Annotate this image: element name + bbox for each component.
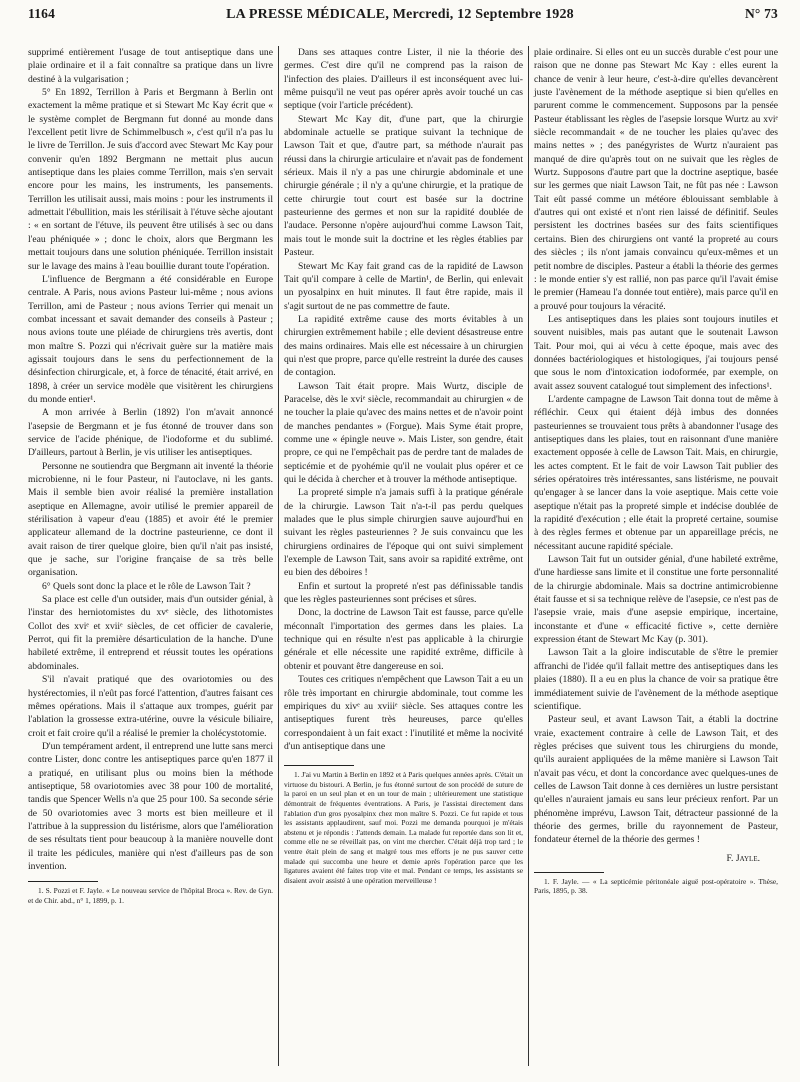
- paragraph: Enfin et surtout la propreté n'est pas définissable tandis que les règles pasteuriennes sont précises et sûres.: [284, 580, 523, 606]
- footnote-rule: [28, 881, 98, 882]
- author-signature: F. Jayle.: [726, 852, 760, 864]
- footnote-rule: [534, 872, 604, 873]
- paragraph: Personne ne soutiendra que Bergmann ait inventé la théorie microbienne, ni le four Pasteur, ni l'autoclave, ni les gants. Mais il semble bien avoir réalisé la première installation aseptique en Allemagne, avoir utilisé le premier appareil de stérilisation à vapeur d'eau (1885) et avoir été le premier applicateur allemand de la doctrine pasteurienne, ce dont il avait raison de tirer quelque gloire, bien qu'il n'ait pas insisté, que je sache, sur l'origine française de sa très belle organisation.: [28, 460, 273, 579]
- paragraph: Toutes ces critiques n'empêchent que Lawson Tait a eu un rôle très important en chirurgie abdominale, tout comme les empiriques du xivᵉ au xviiiᵉ siècle. Ses attaques contre les antiseptiques furent très heureuses, parce qu'elles correspondaient à un fait exact : l'inutilité et même la nocivité d'un antiseptique dans une: [284, 674, 523, 752]
- columns: [28, 46, 778, 1066]
- section-heading: 6° Quels sont donc la place et le rôle de Lawson Tait ?: [42, 580, 251, 592]
- paragraph: A mon arrivée à Berlin (1892) l'on m'avait annoncé l'asepsie de Bergmann et je fus étonné de trouver dans son service de l'acide phénique, de l'iodoforme et du sublimé. D'ailleurs, partout à Berlin, je vis utiliser les antiseptiques.: [28, 407, 273, 459]
- paragraph: Lawson Tait fut un outsider génial, d'une habileté extrême, d'une hardiesse sans limite et il constitue une forte personnalité de la chirurgie abdominale. Mais sa doctrine antimicrobienne était fausse et si sa technique relève de l'asepsie, ce n'est pas de l'asepsie vraie, mais d'une asepsie empirique, incertaine, inconstante et d'une « efficacité fictive », cette dernière expression étant de Stewart Mc Kay (p. 301).: [534, 554, 778, 646]
- paragraph: 5° En 1892, Terrillon à Paris et Bergmann à Berlin ont exactement la même pratique et si Stewart Mc Kay écrit que « le système complet de Bergmann fut donné au monde dans l'excellent petit livre de Schimmelbusch », c'est qu'il n'a pas lu le livre de Terrillon. Je suis d'accord avec Stewart Mc Kay pour convenir qu'en 1892 Bergmann ne mettait plus aucun antiseptique dans les plaies comme Terrillon, mais s'en servait encore pour les mains, les instruments, les pansements. Terrillon les utilisait aussi, mais moins : pour les instruments il admettait l'ébullition, mais les stérilisait à l'étuve sèche ajoutant : « en sortant de l'étuve, ils peuvent être utilisés à sec ou dans l'eau phéniquée » ; donc le choix, alors que Bergmann les mettait toujours dans une solution phéniquée. Terrillon insistait sur le lavage des mains à l'eau bouillie durant toute l'opération.: [28, 87, 273, 272]
- footnote: 1. J'ai vu Martin à Berlin en 1892 et à Paris quelques années après. C'était un virtuose du bistouri. A Berlin, je fus étonné surtout de son procédé de suture de la paroi en un seul plan et en un tour de main ; ultérieurement une statistique démontrait de fréquentes éventrations. A Paris, je l'assistai directement dans l'ablation d'un gros pyosalpinx chez mon maître S. Pozzi. Ce fut rapide et tous les assistants applaudirent, sauf moi. Pozzi me demanda pourquoi je m'étais abstenu et je répondis : J'attends demain. La malade fut reportée dans son lit et, comme elle ne se réveillait pas, on vint me chercher. C'était déjà trop tard ; le ventre était plein de sang et malgré tous mes efforts je ne pus sauver cette malade qui succomba une heure et demie après l'opération parce que les ligatures avaient été faites trop vite et mal. Pendant ce temps, les assistants se disaient avoir assisté à une opération merveilleuse !: [284, 770, 523, 885]
- paragraph: S'il n'avait pratiqué que des ovariotomies ou des hystérectomies, il n'eût pas forcé l'attention, d'autres faisant ces mêmes opérations. Mais il s'attaque aux trompes, guérit par l'ablation la grossesse extra-utérine, ouvre la vésicule biliaire, croit et fait croire qu'il a réalisé le premier la cholécystotomie.: [28, 674, 273, 739]
- issue-number: N° 73: [744, 6, 778, 21]
- paragraph: Stewart Mc Kay dit, d'une part, que la chirurgie abdominale actuelle se pratique suivant la technique de Lawson Tait et que, d'autre part, sa méthode n'aurait pas réussi dans la chirurgie articulaire et n'avait pas de fondement sérieux. Mais il n'y a pas une chirurgie abdominale et une chirurgie générale ; il n'y a qu'une chirurgie, et la pratique de cette chirurgie tout court est basée sur la doctrine pasteurienne des germes et non sur la rapidité doublée de l'audace. Personne n'opère aujourd'hui comme Lawson Tait, mais tout le monde suit la doctrine et les règles établies par Pasteur.: [284, 113, 523, 259]
- column-2: [278, 46, 528, 1066]
- paragraph: La rapidité extrême cause des morts évitables à un chirurgien extrêmement habile ; elle devient désastreuse entre des mains ordinaires. Mais elle est nécessaire à un chirurgien qui n'est que propre, parce qu'elle restreint la durée des causes de contagion.: [284, 313, 523, 379]
- paragraph: Les antiseptiques dans les plaies sont toujours inutiles et souvent nuisibles, mais pas autant que le soutenait Lawson Tait. Pour moi, qui ai vécu à cette époque, mais avec des données bactériologiques et histologiques, j'ai toujours pensé que sous le nom d'intoxication iodoformée, par exemple, on avait assez souvent catalogué tout simplement des infections¹.: [534, 313, 778, 392]
- footnote: 1. F. Jayle. — « La septicémie péritonéale aiguë post-opératoire ». Thèse, Paris, 1895, p. 38.: [534, 876, 778, 896]
- paragraph: La propreté simple n'a jamais suffi à la pratique générale de la chirurgie. Lawson Tait n'a-t-il pas perdu quelques malades que le plus simple chirurgien sauve aujourd'hui en suivant les règles pasteuriennes ? Je suis convaincu que les chirurgiens ordinaires de l'époque qui ont suivi simplement l'exemple de Lawson Tait, sans avoir sa rapidité extrême, ont eu bien des déboires !: [284, 487, 523, 579]
- paragraph: Stewart Mc Kay fait grand cas de la rapidité de Lawson Tait qu'il compare à celle de Martin¹, de Berlin, qui enlevait un pyosalpinx en huit minutes. Il faut être rapide, mais il s'agit surtout de ne pas commettre de faute.: [284, 260, 523, 312]
- paragraph: Dans ses attaques contre Lister, il nie la théorie des germes. C'est dire qu'il ne comprend pas la raison de l'infection des plaies. D'ailleurs il est inconséquent avec lui-même puisqu'il ne veut pas opérer après avoir touché un cas septique (voir l'article précédent).: [284, 47, 523, 112]
- paragraph: D'un tempérament ardent, il entreprend une lutte sans merci contre Lister, donc contre les antiseptiques parce qu'en 1877 il a pratiqué, en utilisant plus ou moins bien la méthode antiseptique, 58 ovariotomies avec 38 pour 100 de mortalité, tandis que Spencer Wells n'a que 25 pour 100. Sa seconde série de 50 ovariotomies avec 3 morts est bien meilleure et il l'attribue à la suppression du listérisme, alors que l'amélioration de ses résultats tient pour beaucoup à la manière nouvelle dont il traite les pédicules, manière qui n'est d'ailleurs pas de son invention.: [28, 740, 273, 872]
- paragraph: L'ardente campagne de Lawson Tait donna tout de même à réfléchir. Ceux qui étaient déjà imbus des données pasteuriennes se trouvaient tous prêts à abandonner l'usage des antiseptiques dans les plaies, tout en raisonnant d'une manière exactement opposée à celle de Lawson Tait. Mais, en chirurgie, les actes comptent. Et le fait de voir Lawson Tait publier des séries opératoires très intéressantes, sans listérisme, ne pouvait qu'engager à se lancer dans la voie aseptique. Mais cette voie aseptique n'était pas la propreté simple et indécise doublée de la rapidité d'exécution ; elle était la propreté certaine, soumise à des règles fermes et obtenue par un appareillage précis, ne nécessitant aucune rapidité spéciale.: [534, 393, 778, 552]
- page-number: 1164: [28, 6, 56, 21]
- paragraph: Lawson Tait était propre. Mais Wurtz, disciple de Paracelse, dès le xviᵉ siècle, recommandait au chirurgien « de ne toucher la plaie qu'avec des mains nettes et de n'avoir point de manches pendantes » (Forgue). Mais Syme était propre, comme une « épingle neuve ». Mais Lister, son gendre, était propre, ce qui ne l'empêchait pas de perdre tant de malades de septicémie et de pyohémie qu'il ne voulait plus opérer et ce qui le décida à chercher et à trouver la méthode antiseptique.: [284, 380, 523, 485]
- paragraph: L'influence de Bergmann a été considérable en Europe centrale. A Paris, nous avions Pasteur lui-même ; nous avions Terrillon, ami de Pasteur ; nous avions Terrier qui menait un combat incessant et savait demander des conseils à Pasteur ; nous avions toute une pléiade de chirurgiens très avertis, dont mon maître S. Pozzi qui n'écrivait guère sur la matière mais agissait toujours dans le sens du perfectionnement de la désinfection chirurgicale, et, à force de ténacité, était arrivé, en 1898, à créer un service modèle que visitèrent les chirurgiens du monde entier¹.: [28, 273, 273, 405]
- paragraph: Donc, la doctrine de Lawson Tait est fausse, parce qu'elle méconnaît l'importation des germes dans les plaies. La technique qui en résulte n'est pas applicable à la chirurgie générale et elle nécessite une rapidité extrême, difficile à obtenir et pouvant être dangereuse en soi.: [284, 607, 523, 672]
- paragraph: supprimé entièrement l'usage de tout antiseptique dans une plaie ordinaire et il a fait connaître sa pratique dans un livre destiné à la vulgarisation ;: [28, 47, 273, 85]
- paragraph: Lawson Tait a la gloire indiscutable de s'être le premier affranchi de l'idée qu'il fallait mettre des antiseptiques dans les plaies (1880). Il a eu en plus la chance de voir sa pratique être immédiatement suivie de l'avènement de la méthode aseptique scientifique.: [534, 647, 778, 712]
- paragraph: Sa place est celle d'un outsider, mais d'un outsider génial, à l'instar des herniotomistes du xvᵉ siècle, des lithotomistes Collot des xviᵉ et xviiᵉ siècles, de cet officier de cavalerie, Perrot, qui fit la première désarticulation de la hanche. D'une habileté extrême, il entreprend et réussit toutes les opérations abdominales.: [28, 594, 273, 672]
- footnote-rule: [284, 765, 354, 766]
- paragraph: plaie ordinaire. Si elles ont eu un succès durable c'est pour une raison que ne donne pas Stewart Mc Kay : elles eurent la chance de venir à leur heure, c'est-à-dire qu'elles devancèrent juste l'avènement de la méthode aseptique si bien qu'elles en parurent comme le commencement. Supposons par la pensée Pasteur établissant les règles de l'asepsie lorsque Wurtz au xviᵉ siècle recommandait « de ne toucher les plaies qu'avec des mains nettes » ; des panégyristes de Wurtz n'auraient pas manqué de dire qu'après tout on ne suivait que les règles de Wurtz. Supposons d'autre part que la doctrine aseptique, basée sur les germes que niait Lawson Tait, ne fût pas née : Lawson Tait eût passé comme un météore éblouissant semblable à d'autres qui ont existé et n'ont rien laissé de définitif. Seules persistent les doctrines basées sur des faits scientifiques certains. Bien des chirurgiens ont vanté la propreté au cours des siècles ; ils n'ont jamais convaincu qu'eux-mêmes et un petit nombre de disciples. Pasteur a établi la théorie des germes : le monde entier s'y est rallié, non pas parce qu'il l'avait émise le premier (Hameau l'a donnée tout entière), mais parce qu'il en a prouvé pour toujours la véracité.: [534, 47, 778, 312]
- page-title: LA PRESSE MÉDICALE, Mercredi, 12 Septembre 1928: [226, 7, 574, 22]
- page-header: [28, 0, 778, 30]
- column-3: [528, 46, 778, 1066]
- column-1: [28, 46, 278, 1066]
- footnote: 1. S. Pozzi et F. Jayle. « Le nouveau service de l'hôpital Broca ». Rev. de Gyn. et de Chir. abd., n° 1, 1899, p. 1.: [28, 886, 273, 905]
- paragraph: Pasteur seul, et avant Lawson Tait, a établi la doctrine vraie, exactement contraire à celle de Lawson Tait, et des règles précises que suivent tous les chirurgiens du monde, qu'ils auraient appliquées de la même manière si Lawson Tait n'avait pas vécu, et dont la concordance avec quelques-unes de celles de Lawson Tait donne à ces dernières un lustre persistant qu'elles n'auraient jamais eu sans leur précieux renfort. Par un phénomène imprévu, Lawson Tait, détracteur passionné de la théorie des germes, brille du rayonnement de Pasteur, fondateur éternel de la théorie des germes !: [534, 714, 778, 846]
